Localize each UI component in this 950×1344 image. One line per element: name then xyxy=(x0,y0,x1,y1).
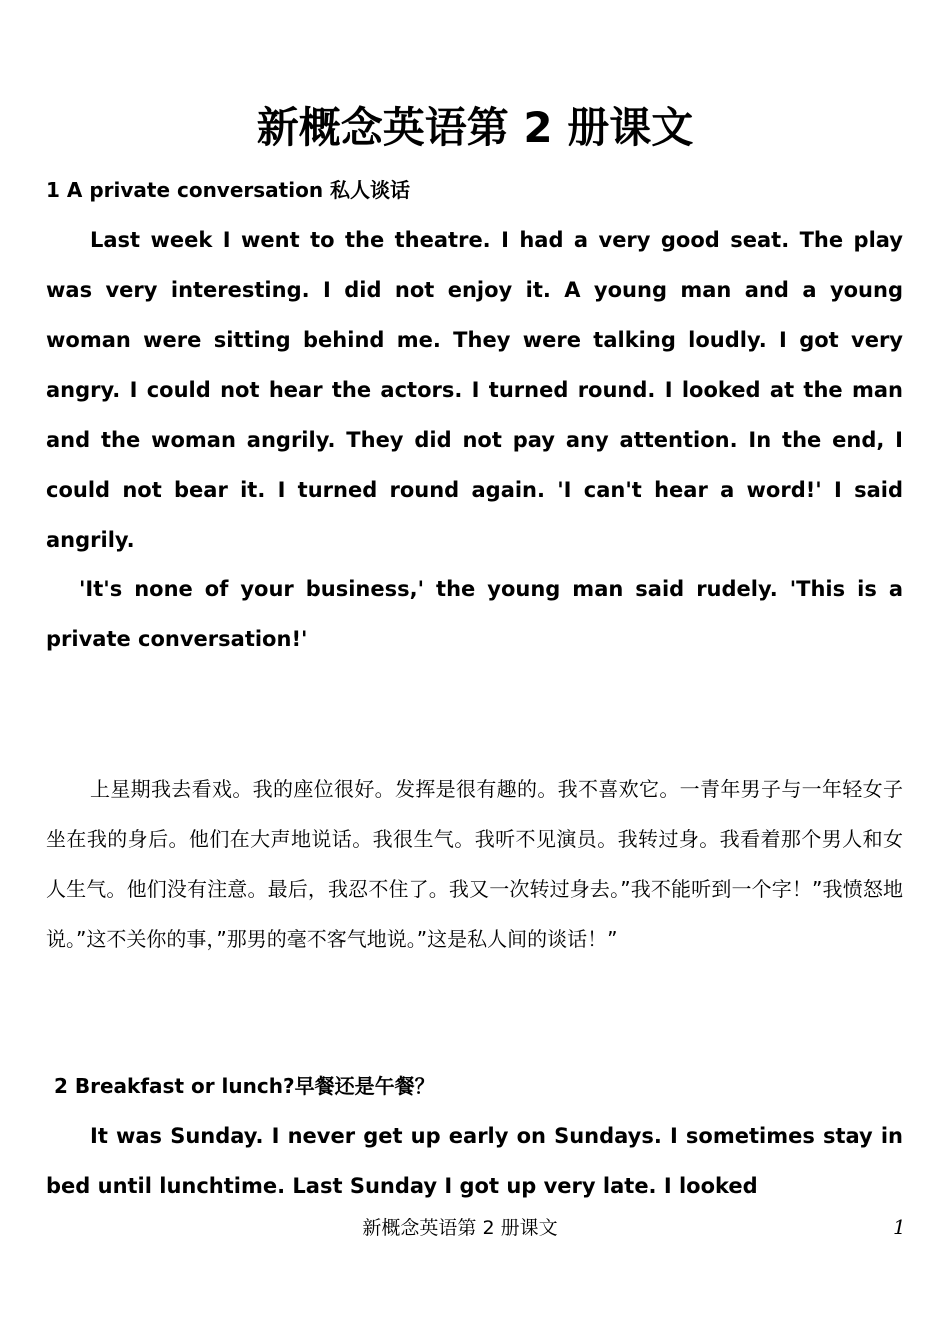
lesson-2-heading: 2 Breakfast or lunch?早餐还是午餐？ xyxy=(54,1074,435,1098)
lesson-1-paragraph-1: Last week I went to the theatre. I had a very good seat. The play was very interesting. I did not enjoy it. A young man and a young woman were sitting behind me. They were talking loudly. I got very angry. I could not hear the actors. I turned round. I looked at the man and the woman angrily. They did not pay any attention. In the end, I could not bear it. I turned round again. 'I can't hear a word!' I said angrily. xyxy=(46,228,903,552)
lesson-2-paragraph-1: It was Sunday. I never get up early on Sundays. I sometimes stay in bed until lunchtime. Last Sunday I got up very late. I looked xyxy=(46,1124,903,1198)
lesson-1-heading: 1 A private conversation 私人谈话 xyxy=(46,178,411,202)
footer-title: 新概念英语第 2 册课文 xyxy=(362,1217,558,1239)
footer-page-number: 1 xyxy=(893,1215,906,1239)
lesson-1-translation: 上星期我去看戏。我的座位很好。发挥是很有趣的。我不喜欢它。一青年男子与一年轻女子坐在我的身后。他们在大声地说话。我很生气。我听不见演员。我转过身。我看着那个男人和女人生气。他们没有注意。最后，我忍不住了。我又一次转过身去。”我不能听到一个字！”我愤怒地说。”这不关你的事，”那男的毫不客气地说。”这是私人间的谈话！” xyxy=(46,777,903,951)
page-title: 新概念英语第 2 册课文 xyxy=(256,103,694,152)
lesson-1-paragraph-2: 'It's none of your business,' the young man said rudely. 'This is a private conversation!' xyxy=(46,577,903,651)
